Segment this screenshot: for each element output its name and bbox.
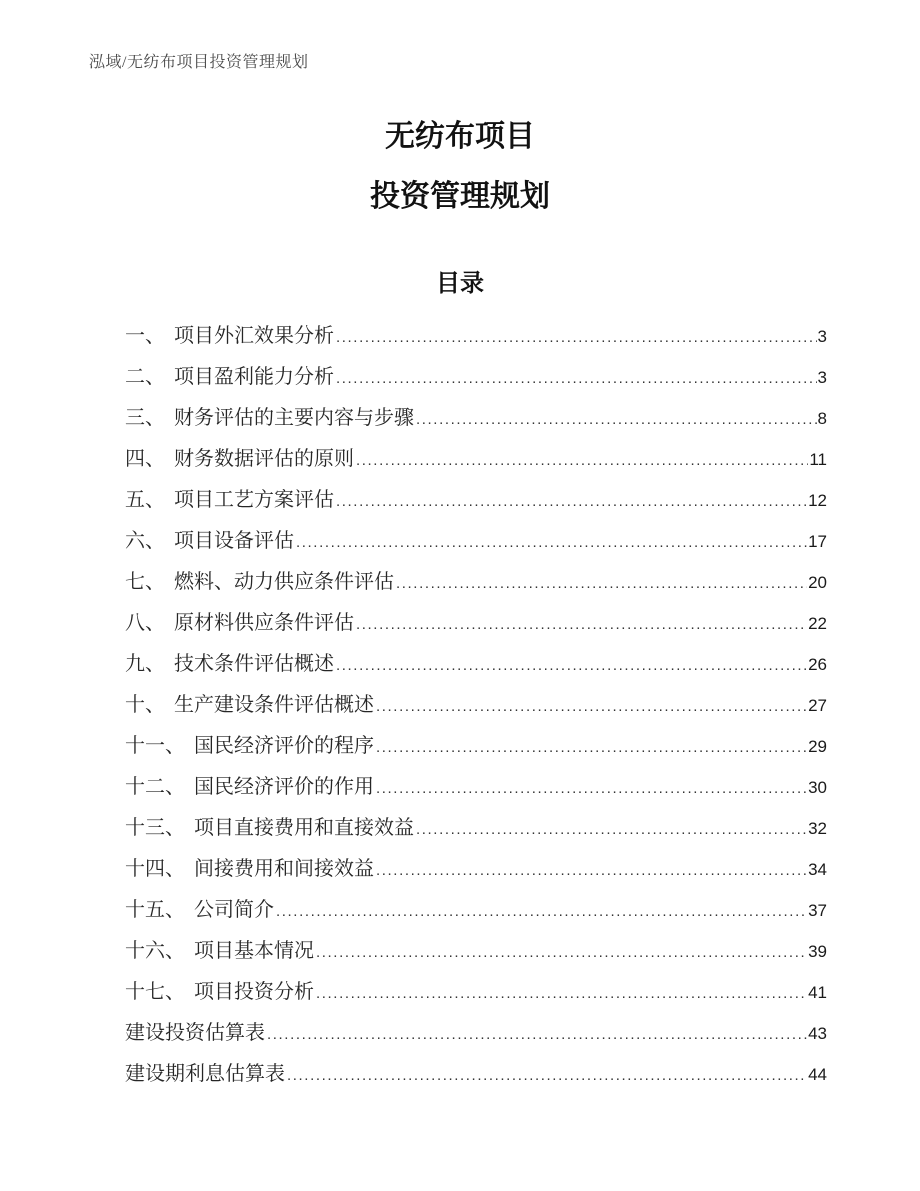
toc-dot-leader: [416, 398, 817, 440]
toc-entry-page-number: 26: [808, 655, 827, 674]
toc-list: [125, 316, 827, 1095]
toc-entry-page-number: 37: [808, 901, 827, 920]
toc-entry-page-number: 3: [817, 368, 827, 387]
toc-entry[interactable]: [125, 1054, 827, 1095]
toc-entry[interactable]: [125, 480, 827, 521]
toc-entry-title: 国民经济评价的作用: [194, 776, 374, 798]
toc-entry-number: 二、: [125, 366, 165, 388]
toc-dot-leader: [396, 562, 807, 604]
toc-entry[interactable]: [125, 644, 827, 685]
toc-dot-leader: [316, 931, 807, 973]
toc-entry-number: 五、: [125, 489, 165, 511]
toc-entry[interactable]: [125, 603, 827, 644]
toc-entry[interactable]: [125, 521, 827, 562]
document-header: 泓域/无纺布项目投资管理规划: [89, 54, 309, 71]
toc-dot-leader: [376, 685, 807, 727]
toc-entry-page-number: 27: [808, 696, 827, 715]
toc-entry[interactable]: [125, 931, 827, 972]
toc-entry-page-number: 44: [808, 1065, 827, 1084]
toc-dot-leader: [336, 480, 807, 522]
toc-entry-number: 六、: [125, 530, 165, 552]
toc-entry[interactable]: [125, 316, 827, 357]
toc-dot-leader: [356, 439, 808, 481]
toc-entry-number: 十二、: [125, 776, 185, 798]
toc-entry-page-number: 3: [817, 327, 827, 346]
toc-entry-number: 十四、: [125, 858, 185, 880]
toc-entry-number: 十七、: [125, 981, 185, 1003]
toc-entry-page-number: 8: [817, 409, 827, 428]
toc-entry-number: 十、: [125, 694, 165, 716]
toc-entry-number: 七、: [125, 571, 165, 593]
toc-entry-number: 十六、: [125, 940, 185, 962]
toc-entry-title: 财务数据评估的原则: [174, 448, 354, 470]
toc-entry-title: 原材料供应条件评估: [174, 612, 354, 634]
toc-entry-page-number: 22: [808, 614, 827, 633]
toc-entry-title: 建设期利息估算表: [125, 1063, 285, 1085]
toc-entry[interactable]: [125, 808, 827, 849]
toc-entry-page-number: 39: [808, 942, 827, 961]
toc-dot-leader: [287, 1054, 807, 1096]
toc-entry-title: 生产建设条件评估概述: [174, 694, 374, 716]
toc-entry-number: 十三、: [125, 817, 185, 839]
toc-entry-title: 燃料、动力供应条件评估: [174, 571, 394, 593]
toc-entry[interactable]: [125, 1013, 827, 1054]
toc-entry[interactable]: [125, 849, 827, 890]
toc-entry[interactable]: [125, 357, 827, 398]
toc-dot-leader: [316, 972, 807, 1014]
toc-dot-leader: [356, 603, 807, 645]
toc-entry-page-number: 43: [808, 1024, 827, 1043]
toc-entry[interactable]: [125, 726, 827, 767]
toc-dot-leader: [376, 849, 807, 891]
toc-entry-page-number: 11: [809, 450, 827, 469]
toc-entry[interactable]: [125, 439, 827, 480]
toc-entry-title: 项目盈利能力分析: [174, 366, 334, 388]
toc-dot-leader: [376, 767, 807, 809]
toc-entry-page-number: 41: [808, 983, 827, 1002]
toc-entry-title: 建设投资估算表: [125, 1022, 265, 1044]
toc-entry-page-number: 32: [808, 819, 827, 838]
toc-entry[interactable]: [125, 767, 827, 808]
toc-entry-title: 技术条件评估概述: [174, 653, 334, 675]
toc-entry-page-number: 34: [808, 860, 827, 879]
toc-dot-leader: [276, 890, 807, 932]
toc-entry-title: 项目直接费用和直接效益: [194, 817, 414, 839]
toc-entry-page-number: 20: [808, 573, 827, 592]
toc-entry-title: 间接费用和间接效益: [194, 858, 374, 880]
toc-dot-leader: [336, 316, 817, 358]
toc-dot-leader: [376, 726, 807, 768]
toc-entry-title: 项目工艺方案评估: [174, 489, 334, 511]
toc-entry-number: 四、: [125, 448, 165, 470]
toc-dot-leader: [336, 357, 817, 399]
toc-entry[interactable]: [125, 685, 827, 726]
toc-entry-page-number: 17: [808, 532, 827, 551]
toc-entry-title: 项目设备评估: [174, 530, 294, 552]
toc-dot-leader: [296, 521, 807, 563]
toc-entry-title: 项目外汇效果分析: [174, 325, 334, 347]
toc-entry-page-number: 30: [808, 778, 827, 797]
toc-entry-title: 国民经济评价的程序: [194, 735, 374, 757]
toc-entry[interactable]: [125, 562, 827, 603]
toc-entry[interactable]: [125, 398, 827, 439]
toc-entry-title: 公司简介: [194, 899, 274, 921]
toc-entry-title: 项目基本情况: [194, 940, 314, 962]
toc-entry-number: 九、: [125, 653, 165, 675]
toc-dot-leader: [267, 1013, 807, 1055]
toc-entry-title: 项目投资分析: [194, 981, 314, 1003]
document-title-line2: 投资管理规划: [370, 180, 550, 213]
document-title-line1: 无纺布项目: [385, 120, 535, 153]
toc-entry-number: 八、: [125, 612, 165, 634]
toc-entry-number: 三、: [125, 407, 165, 429]
toc-dot-leader: [336, 644, 807, 686]
toc-dot-leader: [416, 808, 807, 850]
toc-entry[interactable]: [125, 890, 827, 931]
toc-heading: 目录: [436, 271, 484, 297]
toc-entry-page-number: 29: [808, 737, 827, 756]
toc-entry[interactable]: [125, 972, 827, 1013]
toc-entry-page-number: 12: [808, 491, 827, 510]
toc-entry-number: 十五、: [125, 899, 185, 921]
toc-entry-title: 财务评估的主要内容与步骤: [174, 407, 414, 429]
toc-entry-number: 一、: [125, 325, 165, 347]
toc-entry-number: 十一、: [125, 735, 185, 757]
